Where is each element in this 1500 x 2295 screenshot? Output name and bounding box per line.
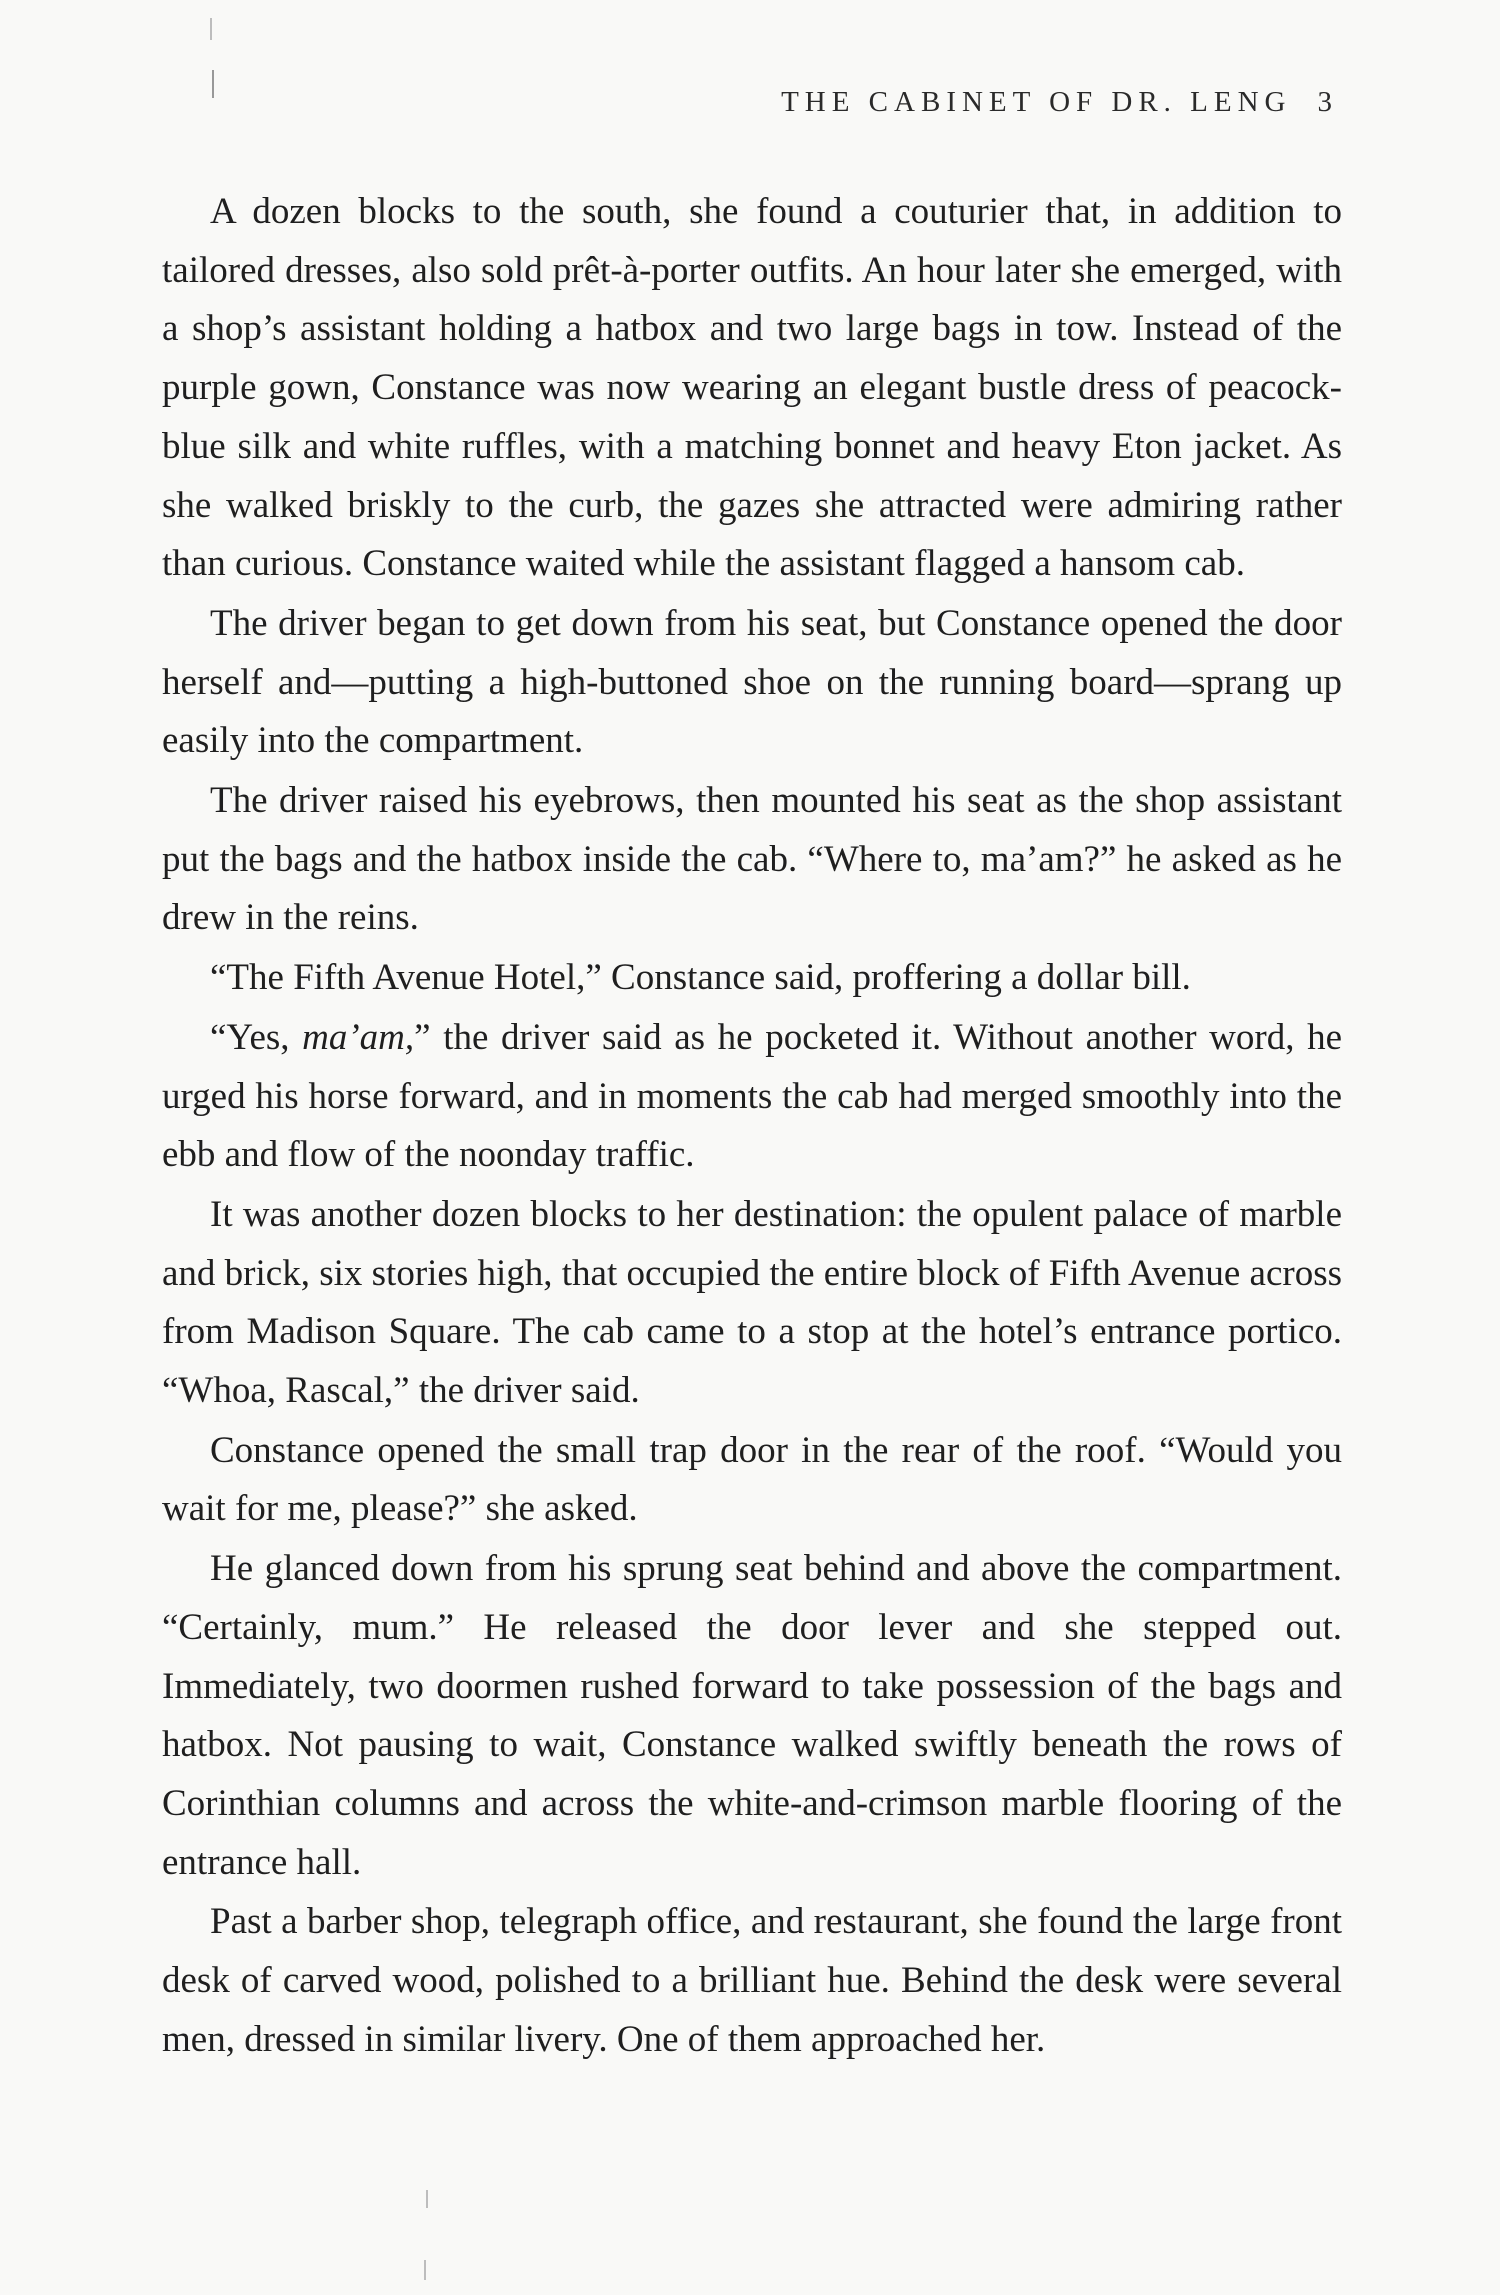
paragraph — [162, 1009, 1342, 1185]
scan-mark-top — [210, 18, 212, 40]
scan-mark-bottom — [426, 2190, 428, 2208]
paragraph: Past a barber shop, telegraph office, and restaurant, she found the large front desk of carved wood, polished to a brilliant hue. Behind the desk were several men, dressed in similar livery. One of them approached her. — [162, 1901, 1342, 2060]
paragraph-text: ” the driver said as he pocketed it. Without another word, he urged his horse forward, and in moments the cab had merged smoothly into the ebb and flow of the noonday traffic. — [162, 1016, 1342, 1176]
body-text — [162, 183, 1342, 2071]
paragraph: Constance opened the small trap door in the rear of the roof. “Would you wait for me, please?” she asked. — [162, 1429, 1342, 1530]
paragraph: The driver raised his eyebrows, then mounted his seat as the shop assistant put the bags and the hatbox inside the cab. “Where to, ma’am?” he asked as he drew in the reins. — [162, 780, 1342, 939]
paragraph-text: “Yes, — [210, 1016, 303, 1058]
page-number: 3 — [1317, 86, 1332, 118]
paragraph: A dozen blocks to the south, she found a couturier that, in addition to tailored dresses, also sold prêt-à-porter outfits. An hour later she emerged, with a shop’s assistant holding a hatbox and two large bags in tow. Instead of the purple gown, Constance was now wearing an elegant bustle dress of peacock-blue silk and white ruffles, with a matching bonnet and heavy Eton jacket. As she walked briskly to the curb, the gazes she attracted were admiring rather than curious. Constance waited while the assistant flagged a hansom cab. — [162, 191, 1342, 585]
running-head — [781, 86, 1332, 119]
scan-mark-top-2 — [212, 70, 214, 98]
paragraph: The driver began to get down from his seat, but Constance opened the door herself and—putting a high-buttoned shoe on the running board—sprang up easily into the compartment. — [162, 602, 1342, 762]
paragraph: He glanced down from his sprung seat behind and above the compartment. “Certainly, mum.” He released the door lever and she stepped out. Immediately, two doormen rushed forward to take possession of the bags and hatbox. Not pausing to wait, Constance walked swiftly beneath the rows of Corinthian columns and across the white-and-crimson marble flooring of the entrance hall. — [162, 1548, 1342, 1883]
emphasis-text: ma’am, — [302, 1016, 415, 1058]
book-title: THE CABINET OF DR. LENG — [781, 86, 1292, 118]
paragraph: “The Fifth Avenue Hotel,” Constance said, proffering a dollar bill. — [210, 957, 1191, 999]
paragraph: It was another dozen blocks to her destination: the opulent palace of marble and brick, six stories high, that occupied the entire block of Fifth Avenue across from Madison Square. The cab came to a stop at the hotel’s entrance portico. “Whoa, Rascal,” the driver said. — [162, 1193, 1342, 1412]
scan-mark-bottom-2 — [424, 2260, 426, 2280]
